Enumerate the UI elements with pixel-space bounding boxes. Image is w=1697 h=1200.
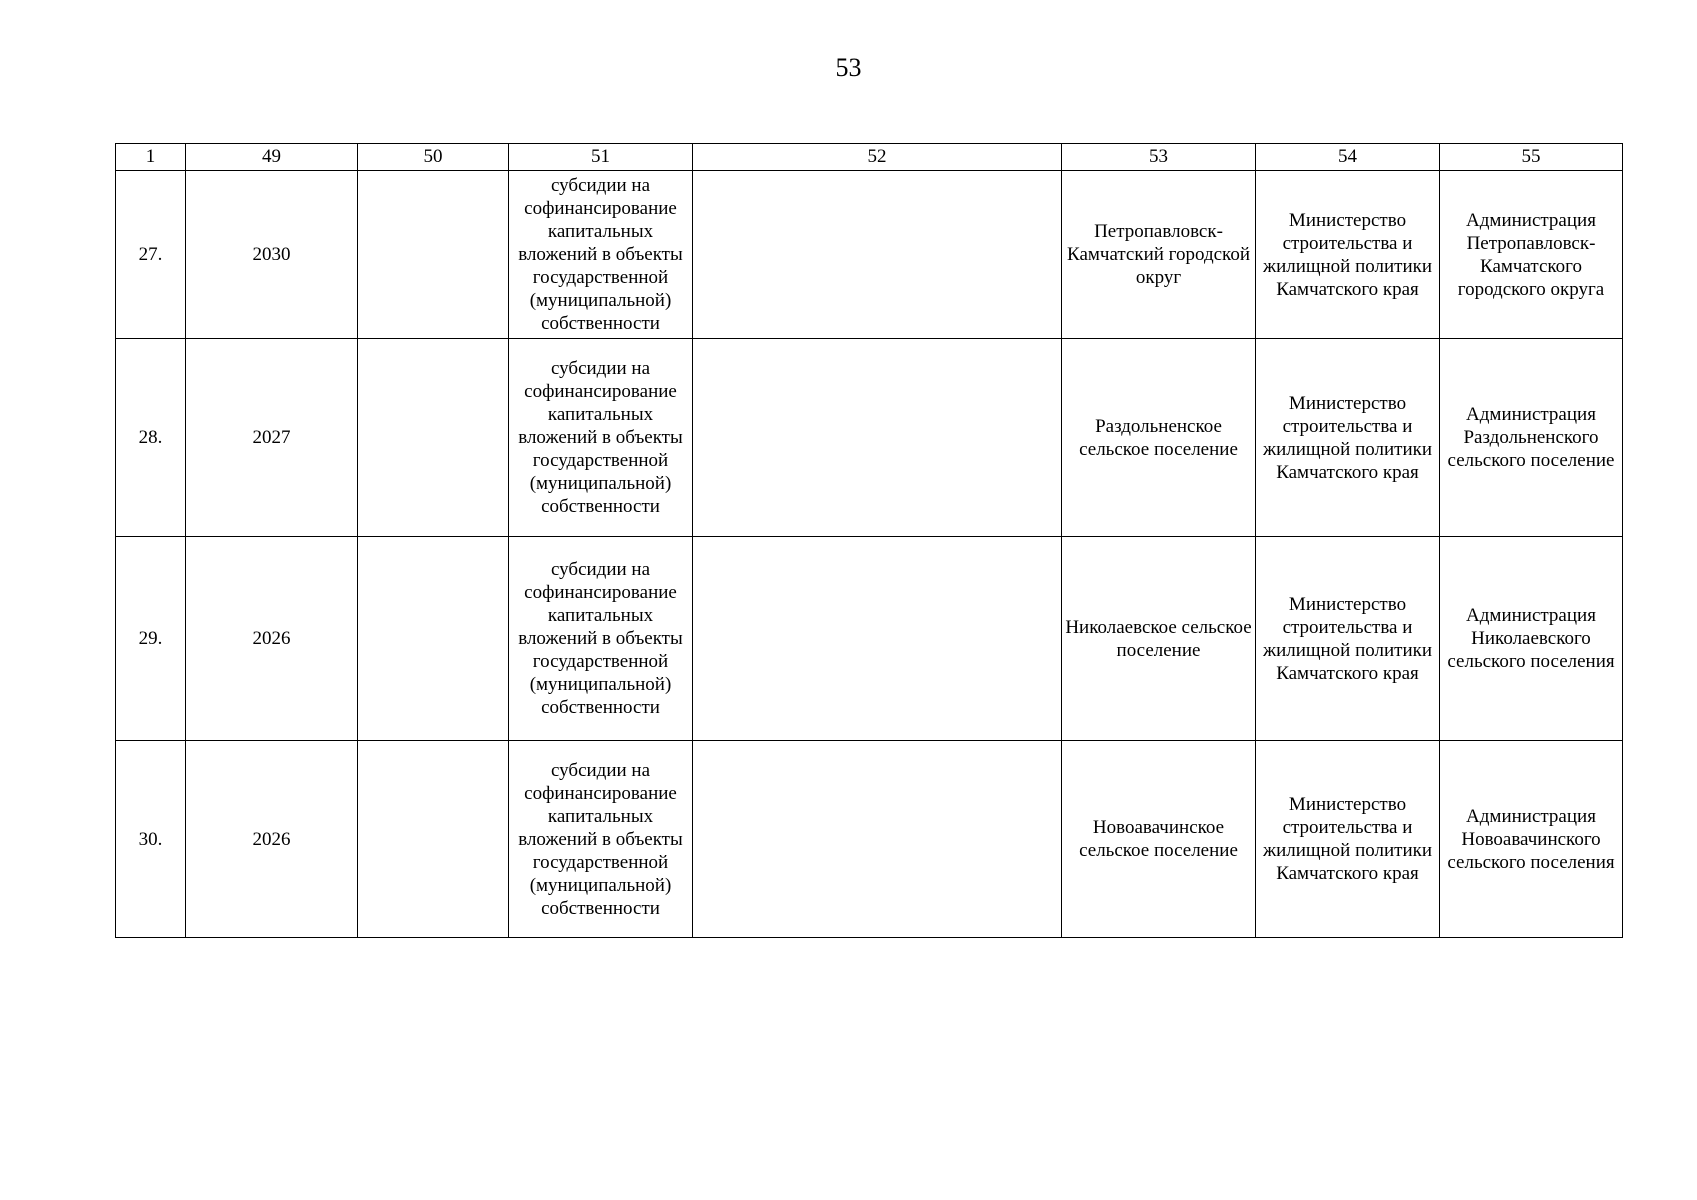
header-cell: 1 <box>116 144 186 171</box>
ministry-cell: Министерство строительства и жилищной политики Камчатского края <box>1256 339 1440 537</box>
administration-cell: Администрация Новоавачинского сельского поселения <box>1440 741 1623 938</box>
column-52-cell <box>693 741 1062 938</box>
year-cell: 2030 <box>186 171 358 339</box>
ministry-cell: Министерство строительства и жилищной политики Камчатского края <box>1256 537 1440 741</box>
header-cell: 53 <box>1062 144 1256 171</box>
table-row <box>116 741 1623 938</box>
row-number-cell: 30. <box>116 741 186 938</box>
municipality-cell: Николаевское сельское поселение <box>1062 537 1256 741</box>
header-cell: 51 <box>509 144 693 171</box>
page-number: 53 <box>835 53 862 82</box>
column-50-cell <box>358 339 509 537</box>
administration-cell: Администрация Петропавловск-Камчатского городского округа <box>1440 171 1623 339</box>
funding-type-cell: субсидии на софинансирование капитальных вложений в объекты государственной (муниципальной) собственности <box>509 171 693 339</box>
municipality-cell: Новоавачинское сельское поселение <box>1062 741 1256 938</box>
header-cell: 52 <box>693 144 1062 171</box>
administration-cell: Администрация Николаевского сельского поселения <box>1440 537 1623 741</box>
funding-type-cell: субсидии на софинансирование капитальных вложений в объекты государственной (муниципальной) собственности <box>509 741 693 938</box>
data-table <box>115 143 1623 938</box>
table-row <box>116 171 1623 339</box>
header-cell: 49 <box>186 144 358 171</box>
funding-type-cell: субсидии на софинансирование капитальных вложений в объекты государственной (муниципальной) собственности <box>509 537 693 741</box>
municipality-cell: Раздольненское сельское поселение <box>1062 339 1256 537</box>
column-52-cell <box>693 339 1062 537</box>
table-row <box>116 339 1623 537</box>
funding-type-cell: субсидии на софинансирование капитальных вложений в объекты государственной (муниципальной) собственности <box>509 339 693 537</box>
row-number-cell: 28. <box>116 339 186 537</box>
year-cell: 2027 <box>186 339 358 537</box>
year-cell: 2026 <box>186 741 358 938</box>
header-cell: 55 <box>1440 144 1623 171</box>
header-row <box>116 144 1623 171</box>
column-50-cell <box>358 171 509 339</box>
ministry-cell: Министерство строительства и жилищной политики Камчатского края <box>1256 171 1440 339</box>
municipality-cell: Петропавловск-Камчатский городской округ <box>1062 171 1256 339</box>
ministry-cell: Министерство строительства и жилищной политики Камчатского края <box>1256 741 1440 938</box>
year-cell: 2026 <box>186 537 358 741</box>
header-cell: 50 <box>358 144 509 171</box>
column-52-cell <box>693 171 1062 339</box>
table-row <box>116 537 1623 741</box>
column-50-cell <box>358 741 509 938</box>
administration-cell: Администрация Раздольненского сельского поселение <box>1440 339 1623 537</box>
row-number-cell: 29. <box>116 537 186 741</box>
header-cell: 54 <box>1256 144 1440 171</box>
row-number-cell: 27. <box>116 171 186 339</box>
column-52-cell <box>693 537 1062 741</box>
column-50-cell <box>358 537 509 741</box>
